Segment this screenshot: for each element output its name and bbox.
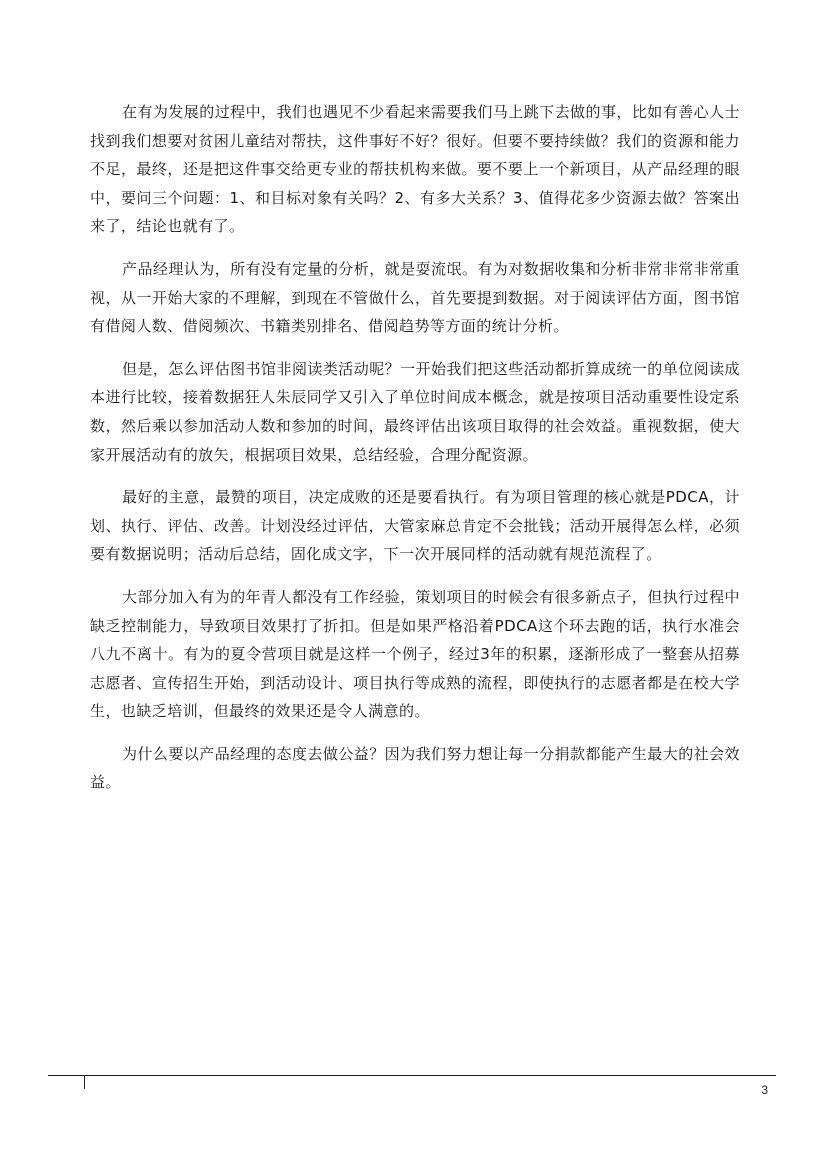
footer-divider — [48, 1075, 776, 1076]
paragraph: 但是，怎么评估图书馆非阅读类活动呢？一开始我们把这些活动都折算成统一的单位阅读成本进行比较，接着数据狂人朱辰同学又引入了单位时间成本概念，就是按项目活动重要性设定系数，然后乘以参加活动人数和参加的时间，最终评估出该项目取得的社会效益。重视数据，使大家开展活动有的放矢，根据项目效果，总结经验，合理分配资源。 — [90, 359, 741, 464]
paragraph: 最好的主意，最赞的项目，决定成败的还是要看执行。有为项目管理的核心就是PDCA，计划、执行、评估、改善。计划没经过评估，大管家麻总肯定不会批钱；活动开展得怎么样，必须要有数据说明；活动后总结，固化成文字，下一次开展同样的活动就有规范流程了。 — [90, 488, 740, 564]
paragraph: 产品经理认为，所有没有定量的分析，就是耍流氓。有为对数据收集和分析非常非常非常重视，从一开始大家的不理解，到现在不管做什么，首先要提到数据。对于阅读评估方面，图书馆有借阅人数、借阅频次、书籍类别排名、借阅趋势等方面的统计分析。 — [90, 259, 741, 336]
page-body — [90, 98, 740, 811]
page-number: 3 — [761, 1083, 768, 1097]
footer-divider-tick — [84, 1076, 85, 1089]
paragraph: 为什么要以产品经理的态度去做公益？因为我们努力想让每一分捐款都能产生最大的社会效益。 — [90, 744, 741, 792]
paragraph: 在有为发展的过程中，我们也遇见不少看起来需要我们马上跳下去做的事，比如有善心人士找到我们想要对贫困儿童结对帮扶，这件事好不好？很好。但要不要持续做？我们的资源和能力不足，最终，还是把这件事交给更专业的帮扶机构来做。要不要上一个新项目，从产品经理的眼中，要问三个问题：1、和目标对象有关吗？2、有多大关系？3、值得花多少资源去做？答案出来了，结论也就有了。 — [90, 103, 741, 236]
paragraph: 大部分加入有为的年青人都没有工作经验，策划项目的时候会有很多新点子，但执行过程中缺乏控制能力，导致项目效果打了折扣。但是如果严格沿着PDCA这个环去跑的话，执行水准会八九不离十。有为的夏令营项目就是这样一个例子，经过3年的积累，逐渐形成了一整套从招募志愿者、宣传招生开始，到活动设计、项目执行等成熟的流程，即使执行的志愿者都是在校大学生，也缺乏培训，但最终的效果还是令人满意的。 — [90, 587, 741, 721]
